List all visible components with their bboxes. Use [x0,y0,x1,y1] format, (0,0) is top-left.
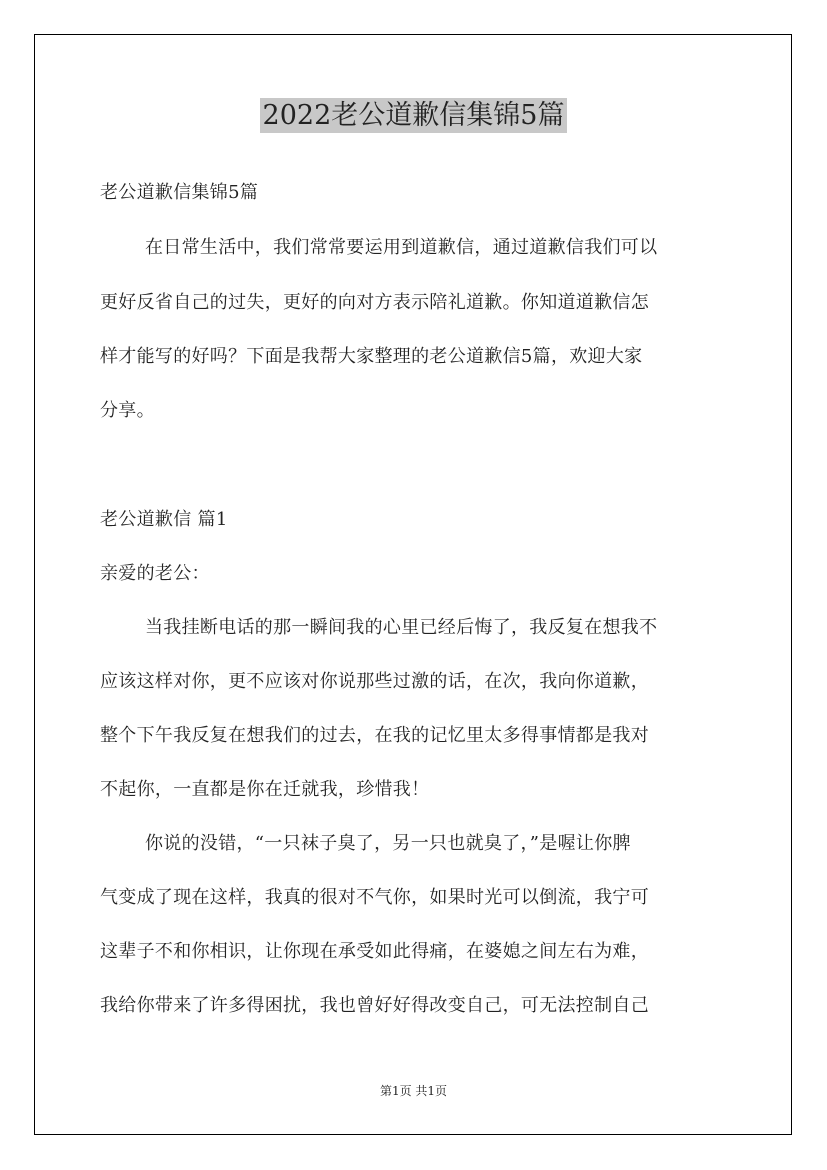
salutation: 亲爱的老公： [100,563,210,584]
paragraph-line: 应该这样对你，更不应该对你说那些过激的话，在次，我向你道歉， [100,671,649,692]
paragraph-line: 我给你带来了许多得困扰，我也曾好好得改变自己，可无法控制自己 [100,995,649,1016]
paragraph-line: 更好反省自己的过失，更好的向对方表示陪礼道歉。你知道道歉信怎 [100,292,649,313]
section-heading: 老公道歉信 篇1 [100,509,228,530]
paragraph-line: 整个下午我反复在想我们的过去，在我的记忆里太多得事情都是我对 [100,725,649,746]
subtitle-line: 老公道歉信集锦5篇 [100,182,259,203]
paragraph-line: 你说的没错，“一只袜子臭了，另一只也就臭了，”是喔让你脾 [145,833,631,854]
document-title: 2022老公道歉信集锦5篇 [260,98,568,133]
paragraph-line: 在日常生活中，我们常常要运用到道歉信，通过道歉信我们可以 [145,237,658,258]
page-number-footer: 第1页 共1页 [379,1084,448,1098]
paragraph-line: 气变成了现在这样，我真的很对不气你，如果时光可以倒流，我宁可 [100,887,649,908]
paragraph-line: 这辈子不和你相识，让你现在承受如此得痛，在婆媳之间左右为难， [100,941,649,962]
paragraph-line: 样才能写的好吗？下面是我帮大家整理的老公道歉信5篇，欢迎大家 [100,346,643,367]
paragraph-line: 当我挂断电话的那一瞬间我的心里已经后悔了，我反复在想我不 [145,617,658,638]
paragraph-line: 分享。 [100,400,155,421]
document-title-wrap [0,96,827,136]
paragraph-line: 不起你，一直都是你在迁就我，珍惜我！ [100,779,430,800]
